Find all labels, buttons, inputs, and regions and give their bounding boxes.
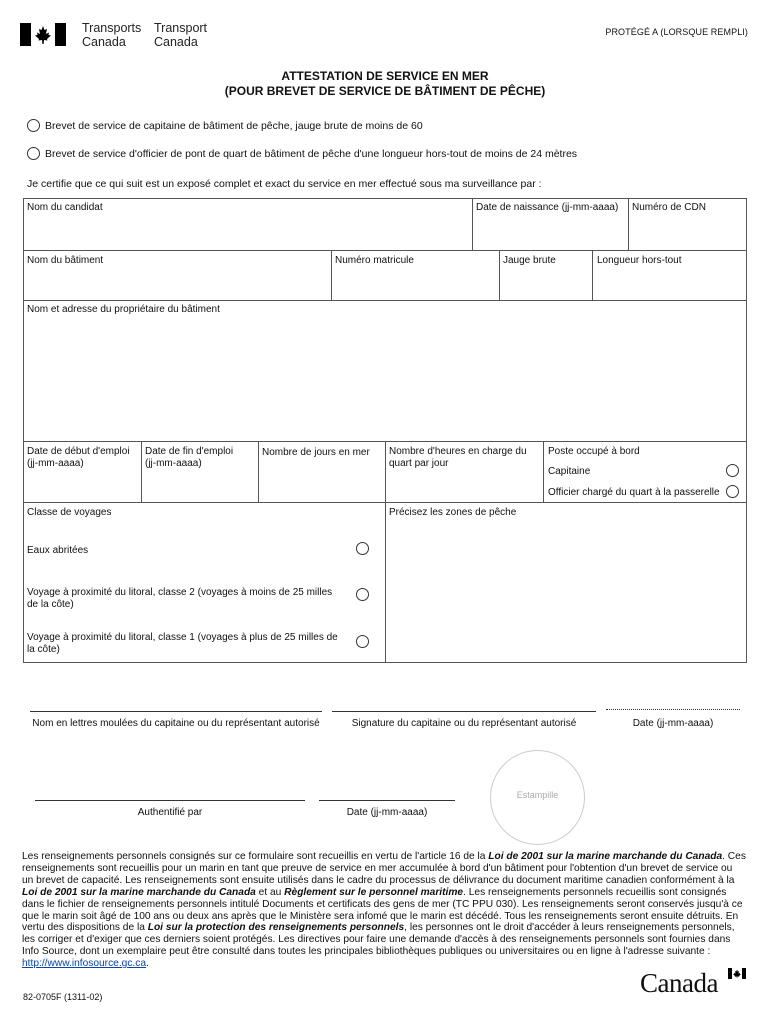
- dept-en-line1: Transport: [154, 21, 208, 35]
- position-master-radio[interactable]: [726, 464, 739, 477]
- infosource-link[interactable]: http://www.infosource.gc.ca: [22, 958, 147, 970]
- protected-label: PROTÉGÉ A (LORSQUE REMPLI): [605, 27, 748, 37]
- form-title: ATTESTATION DE SERVICE EN MER: [281, 69, 489, 83]
- certification-statement: Je certifie que ce qui suit est un exposé complet et exact du service en mer effectué sous ma surveillance par :: [27, 178, 542, 190]
- position-officer-radio[interactable]: [726, 485, 739, 498]
- registration-number-field[interactable]: Numéro matricule: [335, 255, 414, 266]
- option-officer-label: Brevet de service d'officier de pont de quart de bâtiment de pêche d'une longueur hors-tout de moins de 24 mètres: [45, 147, 578, 160]
- stamp-label: Estampille: [516, 790, 559, 800]
- end-date-format: (jj-mm-aaaa): [145, 457, 202, 469]
- department-name-en: [154, 21, 207, 49]
- date1-line[interactable]: [606, 709, 740, 710]
- voyage-class-label: Classe de voyages: [27, 507, 112, 518]
- form-number: 82-0705F (1311-02): [23, 992, 103, 1002]
- end-date-label: Date de fin d'emploi: [145, 446, 234, 457]
- watch-hours-label: Nombre d'heures en charge du: [389, 446, 527, 457]
- privacy-text-4: . Les renseignements personnels recueillis sont consignés dans le fichier de renseignements personnels intitulé Documents et certificats des gens de mer (TC PPU 030). Les renseignements seront conservés jusqu'à ce que le marin soit âgé de 100 ans ou deux ans après que le Ministère sera infomé que le marin est décédé. Tous les renseignements seront ensuite détruits. En vertu des dispositions de la: [22, 886, 743, 934]
- position-master-label: Capitaine: [548, 466, 591, 477]
- printed-name-line[interactable]: [30, 711, 322, 712]
- overall-length-field[interactable]: Longueur hors-tout: [597, 255, 682, 266]
- dept-fr-line1: Transports: [82, 21, 142, 35]
- gross-tonnage-field[interactable]: Jauge brute: [503, 255, 556, 266]
- owner-address-field[interactable]: Nom et adresse du propriétaire du bâtiment: [27, 304, 220, 315]
- privacy-text-1: Les renseignements personnels consignés sur ce formulaire sont recueillis en vertu de l'article 16 de la: [22, 851, 489, 862]
- position-label: Poste occupé à bord: [548, 446, 640, 457]
- privacy-text-5: , les personnes ont le droit d'accéder à leurs renseignements personnels, les corriger et d'exiger que ces derniers soient protégés. Les directives pour faire une demande d'accès à des renseignements personnels sont fournies dans Info Source, dont un exemplaire peut être consulté dans toutes les principales bibliothèques publiques ou universitaires ou en ligne à l'adresse suivante :: [22, 922, 735, 958]
- master-certificate-radio[interactable]: [27, 119, 40, 132]
- dept-en-line2: Canada: [154, 35, 198, 49]
- sheltered-waters-radio[interactable]: [356, 542, 369, 555]
- near-coastal-1-radio[interactable]: [356, 635, 369, 648]
- near-coastal-1-label: [27, 632, 338, 655]
- date2-label: Date (jj-mm-aaaa): [346, 807, 428, 818]
- department-name-fr: [82, 21, 141, 49]
- authenticated-label: Authentifié par: [137, 807, 203, 818]
- privacy-act-1: Loi de 2001 sur la marine marchande du Canada: [488, 851, 723, 862]
- option-master-certificate[interactable]: [27, 119, 423, 132]
- officer-certificate-radio[interactable]: [27, 147, 40, 160]
- privacy-act-3: Règlement sur le personnel maritime: [284, 886, 464, 898]
- candidate-name-field[interactable]: Nom du candidat: [27, 202, 103, 213]
- start-date-label: Date de début d'emploi: [27, 446, 130, 457]
- sheltered-waters-label: Eaux abritées: [27, 545, 89, 556]
- authenticated-line[interactable]: [35, 800, 305, 801]
- form-subtitle: (POUR BREVET DE SERVICE DE BÂTIMENT DE PÊCHE): [224, 84, 546, 98]
- printed-name-label: Nom en lettres moulées du capitaine ou du représentant autorisé: [32, 718, 320, 729]
- privacy-act-4: Loi sur la protection des renseignements personnels: [147, 922, 405, 934]
- privacy-text-3: et au: [255, 886, 285, 898]
- privacy-act-2: Loi de 2001 sur la marine marchande du Canada: [22, 886, 256, 898]
- end-date-field[interactable]: [145, 446, 233, 469]
- fishing-zones-field[interactable]: Précisez les zones de pêche: [389, 507, 517, 518]
- near-coastal-1-line2: la côte): [27, 643, 60, 655]
- wordmark-flag-icon: [728, 968, 746, 979]
- position-officer-label: Officier chargé du quart à la passerelle: [548, 487, 720, 498]
- cdn-number-field[interactable]: Numéro de CDN: [632, 202, 706, 213]
- watch-hours-field[interactable]: [389, 446, 527, 469]
- signature-label: Signature du capitaine ou du représentant autorisé: [351, 718, 577, 729]
- near-coastal-2-radio[interactable]: [356, 588, 369, 601]
- start-date-field[interactable]: [27, 446, 130, 469]
- privacy-text-2: . Ces renseignements sont recueillis pour un marin en tant que preuve de service en mer accumulée à bord d'un bâtiment pour l'obtention d'un brevet de service ou un brevet de capacité. Les renseignements sont ensuite utilisés dans le cadre du processus de délivrance du document maritime canadien conformément à la: [22, 851, 746, 886]
- option-master-label: Brevet de service de capitaine de bâtiment de pêche, jauge brute de moins de 60: [45, 119, 423, 132]
- vessel-name-field[interactable]: Nom du bâtiment: [27, 255, 104, 266]
- privacy-notice: [22, 851, 746, 970]
- days-at-sea-field[interactable]: Nombre de jours en mer: [262, 447, 370, 458]
- canada-flag-icon: [20, 23, 66, 46]
- privacy-text-6: .: [146, 958, 149, 970]
- near-coastal-2-line2: de la côte): [27, 598, 74, 610]
- near-coastal-2-label: [27, 587, 332, 610]
- dept-fr-line2: Canada: [82, 35, 126, 49]
- date2-line[interactable]: [319, 800, 455, 801]
- near-coastal-1-line1: Voyage à proximité du litoral, classe 1 (voyages à plus de 25 milles de: [27, 632, 338, 643]
- near-coastal-2-line1: Voyage à proximité du litoral, classe 2 (voyages à moins de 25 milles: [27, 587, 333, 598]
- signature-line[interactable]: [332, 711, 596, 712]
- watch-hours-label-cont: quart par jour: [389, 457, 449, 469]
- date1-label: Date (jj-mm-aaaa): [632, 718, 714, 729]
- start-date-format: (jj-mm-aaaa): [27, 457, 84, 469]
- canada-wordmark: [640, 968, 746, 998]
- canada-wordmark-text: Canada: [640, 968, 718, 998]
- option-officer-certificate[interactable]: [27, 147, 577, 160]
- birth-date-field[interactable]: Date de naissance (jj-mm-aaaa): [476, 202, 619, 213]
